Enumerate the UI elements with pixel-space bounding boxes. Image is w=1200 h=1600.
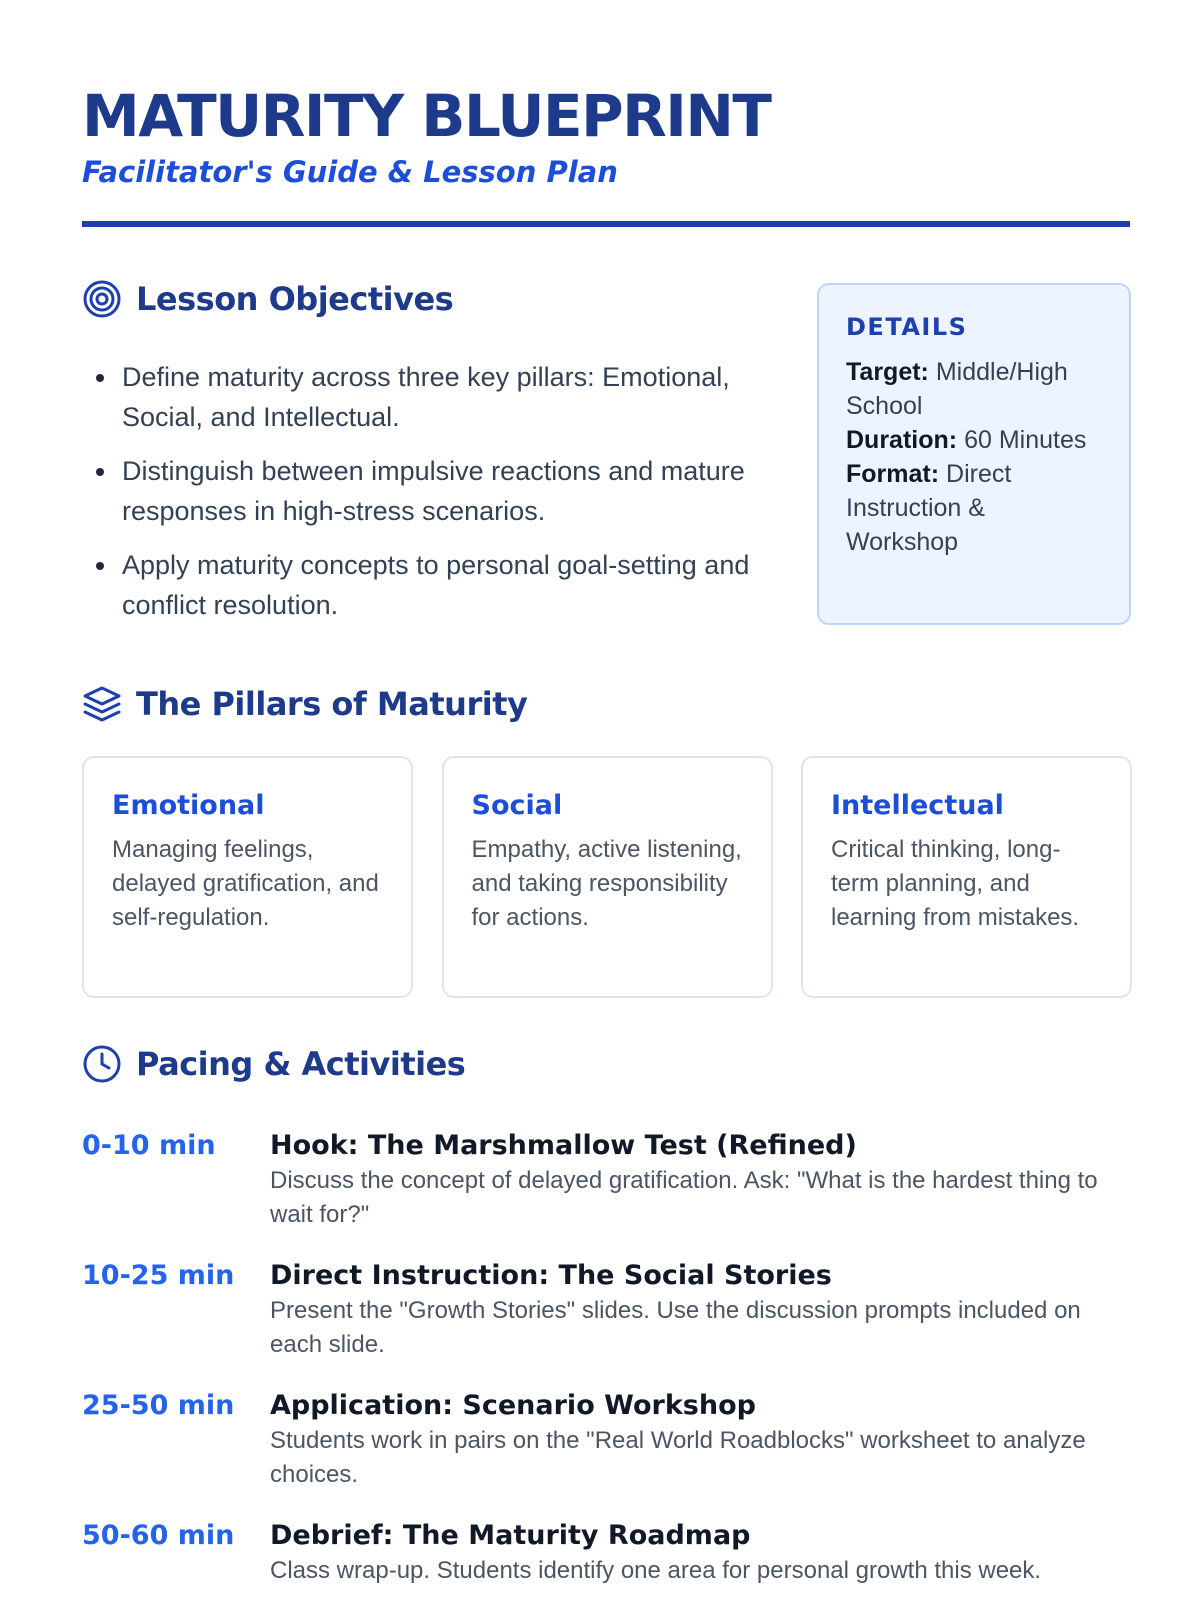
pillars-section-header bbox=[82, 684, 527, 724]
details-format-label: Format: bbox=[846, 460, 940, 488]
details-format bbox=[846, 457, 1102, 559]
clock-icon bbox=[82, 1044, 122, 1084]
pillar-title: Intellectual bbox=[831, 790, 1004, 821]
activity-text: Students work in pairs on the "Real World Roadblocks" worksheet to analyze choices. bbox=[270, 1427, 1086, 1488]
pacing-time: 25-50 min bbox=[82, 1390, 235, 1421]
target-icon bbox=[82, 279, 122, 319]
objectives-section-header bbox=[82, 279, 453, 319]
activity-title: Direct Instruction: The Social Stories bbox=[270, 1260, 832, 1291]
page-header bbox=[82, 82, 1130, 190]
details-duration-label: Duration: bbox=[846, 426, 958, 454]
pacing-row bbox=[82, 1388, 1132, 1492]
pacing-section-header bbox=[82, 1044, 465, 1084]
details-card bbox=[817, 283, 1131, 625]
activity-title: Hook: The Marshmallow Test (Refined) bbox=[270, 1130, 857, 1161]
page-subtitle: Facilitator's Guide & Lesson Plan bbox=[82, 155, 618, 189]
pacing-activity bbox=[270, 1128, 1132, 1232]
pacing-schedule bbox=[82, 1128, 1132, 1600]
pillar-card-intellectual bbox=[801, 756, 1132, 998]
pacing-row bbox=[82, 1518, 1132, 1588]
pillar-text: Empathy, active listening, and taking responsibility for actions. bbox=[471, 836, 742, 931]
list-item: Define maturity across three key pillars: Emotional, Social, and Intellectual. bbox=[90, 357, 770, 437]
activity-title: Debrief: The Maturity Roadmap bbox=[270, 1520, 751, 1551]
page-title: MATURITY BLUEPRINT bbox=[82, 82, 771, 150]
objectives-heading: Lesson Objectives bbox=[136, 280, 454, 318]
pacing-time: 50-60 min bbox=[82, 1520, 235, 1551]
pillar-title: Emotional bbox=[112, 790, 265, 821]
header-divider bbox=[82, 221, 1130, 227]
pillar-text: Critical thinking, long-term planning, and learning from mistakes. bbox=[831, 836, 1080, 931]
details-target-value: Middle/High School bbox=[846, 358, 1068, 420]
activity-text: Class wrap-up. Students identify one area for personal growth this week. bbox=[270, 1557, 1042, 1584]
pillar-title: Social bbox=[471, 790, 563, 821]
list-item: Apply maturity concepts to personal goal-setting and conflict resolution. bbox=[90, 545, 770, 625]
objectives-list bbox=[90, 357, 770, 639]
details-duration bbox=[846, 423, 1102, 457]
pillar-text: Managing feelings, delayed gratification, and self-regulation. bbox=[112, 836, 379, 931]
pacing-activity bbox=[270, 1518, 1132, 1588]
activity-text: Discuss the concept of delayed gratification. Ask: "What is the hardest thing to wait for?" bbox=[270, 1167, 1098, 1228]
details-format-value: Direct Instruction & Workshop bbox=[846, 460, 1012, 556]
list-item: Distinguish between impulsive reactions and mature responses in high-stress scenarios. bbox=[90, 451, 770, 531]
pillar-card-social bbox=[442, 756, 773, 998]
pillars-heading: The Pillars of Maturity bbox=[136, 685, 528, 723]
layers-icon bbox=[82, 684, 122, 724]
activity-title: Application: Scenario Workshop bbox=[270, 1390, 756, 1421]
pacing-activity bbox=[270, 1388, 1132, 1492]
pacing-time: 0-10 min bbox=[82, 1130, 216, 1161]
pillars-grid bbox=[82, 756, 1132, 998]
details-target-label: Target: bbox=[846, 358, 929, 386]
pacing-activity bbox=[270, 1258, 1132, 1362]
pacing-row bbox=[82, 1258, 1132, 1362]
pacing-row bbox=[82, 1128, 1132, 1232]
pillar-card-emotional bbox=[82, 756, 413, 998]
details-target bbox=[846, 355, 1102, 423]
pacing-time: 10-25 min bbox=[82, 1260, 235, 1291]
details-heading: DETAILS bbox=[846, 313, 968, 341]
pacing-heading: Pacing & Activities bbox=[136, 1045, 466, 1083]
activity-text: Present the "Growth Stories" slides. Use the discussion prompts included on each slide. bbox=[270, 1297, 1081, 1358]
details-duration-value: 60 Minutes bbox=[964, 426, 1087, 454]
